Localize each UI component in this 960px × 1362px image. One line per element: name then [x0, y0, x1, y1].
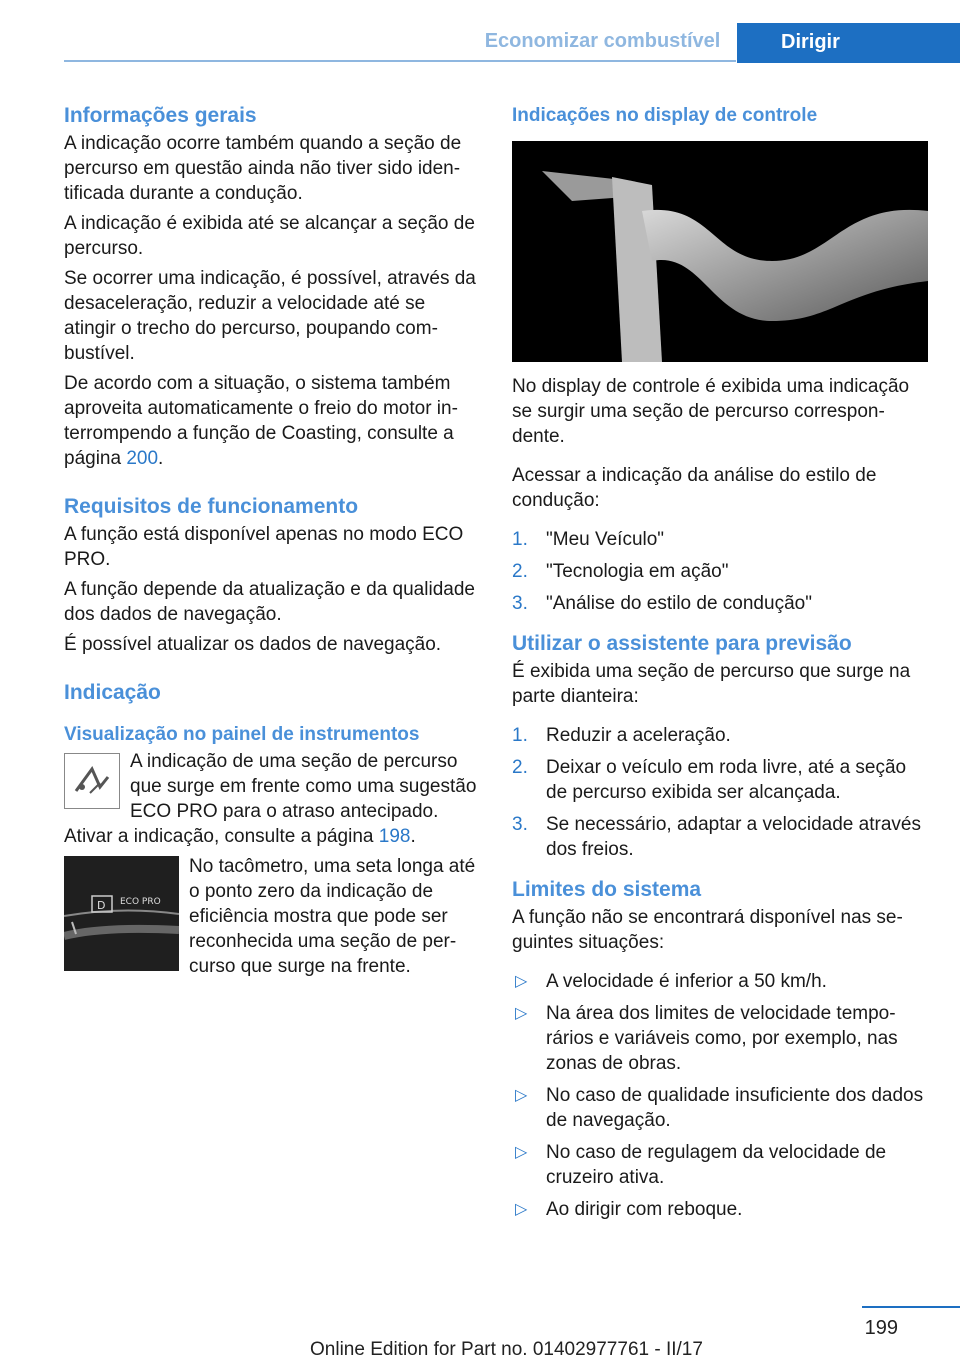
list-item: ▷ Ao dirigir com reboque.	[515, 1199, 743, 1220]
paragraph: A função está disponível apenas no modo ECO PRO.	[64, 524, 464, 570]
heading-assistente-previsao: Utilizar o assistente para previsão	[512, 632, 852, 655]
subheading-painel-instrumentos: Visualização no painel de instrumentos	[64, 724, 420, 745]
page-link-200[interactable]: 200	[126, 448, 159, 469]
right-column	[512, 102, 928, 1229]
paragraph: É exibida uma seção de percurso que surge na parte dianteira:	[512, 661, 911, 707]
header-rule	[64, 60, 736, 62]
steps-list-analise	[512, 527, 928, 616]
tach-eco-pro-label: ECO PRO	[120, 897, 161, 907]
heading-requisitos: Requisitos de funcionamento	[64, 495, 359, 518]
left-column	[64, 102, 480, 984]
paragraph: A função depende da atualização e da qualidade dos dados de navegação.	[64, 579, 475, 625]
bullet-triangle-icon: ▷	[515, 1201, 528, 1218]
tach-d-label: D	[97, 899, 106, 912]
paragraph: A indicação ocorre também quando a seção de percurso em questão ainda não tiver sido identificada durante a condução.	[64, 133, 462, 204]
heading-informacoes-gerais: Informações gerais	[64, 104, 257, 127]
list-item: ▷ No caso de qualidade insuficiente dos dados de navegação.	[515, 1085, 924, 1131]
list-item: ▷ A velocidade é inferior a 50 km/h.	[515, 971, 827, 992]
paragraph: Se ocorrer uma indicação, é possível, através da desaceleração, reduzir a velocidade até se atingir o trecho do percurso, poupando combustível.	[64, 268, 476, 364]
paragraph: A indicação de uma seção de percurso que surge em frente como uma sugestão ECO PRO para o atraso antecipado. Ativar a indicação, consulte a página 198.	[64, 751, 477, 847]
steps-list-assistente	[512, 723, 928, 862]
list-item: 1. Reduzir a aceleração.	[512, 725, 731, 746]
list-item: 2. Deixar o veículo em roda livre, até a seção de percurso exibida ser alcançada.	[512, 757, 907, 803]
bullet-triangle-icon: ▷	[515, 1144, 528, 1161]
list-item: 3. "Análise do estilo de condução"	[512, 593, 812, 614]
tachometer-eco-pro-image	[64, 856, 179, 971]
list-item: 1. "Meu Veículo"	[512, 529, 665, 550]
page-link-198[interactable]: 198	[378, 826, 411, 847]
paragraph: A indicação é exibida até se alcançar a seção de percurso.	[64, 213, 475, 259]
list-item: 2. "Tecnologia em ação"	[512, 561, 729, 582]
paragraph: No tacômetro, uma seta longa até o ponto zero da indicação de eficiência mostra que pode ser reconhecida uma seção de percurso que surge na frente.	[189, 856, 476, 977]
paragraph: No display de controle é exibida uma indicação se surgir uma seção de percurso correspondente.	[512, 376, 910, 447]
footer-rule	[862, 1306, 960, 1308]
page-header	[0, 0, 960, 62]
bullet-triangle-icon: ▷	[515, 1005, 528, 1022]
heading-limites-sistema: Limites do sistema	[512, 878, 702, 901]
header-section-title: Economizar combustível	[484, 30, 721, 52]
footer-edition: Online Edition for Part no. 01402977761 - II/17	[310, 1339, 703, 1360]
paragraph: De acordo com a situação, o sistema também aproveita automaticamente o freio do motor interrompendo a função de Coasting, consulte a página 200.	[64, 373, 458, 469]
list-item: ▷ Na área dos limites de velocidade temporários e variáveis como, por exemplo, nas zonas de obras.	[515, 1003, 898, 1074]
paragraph: Acessar a indicação da análise do estilo de condução:	[512, 465, 877, 511]
paragraph: A função não se encontrará disponível nas seguintes situações:	[512, 907, 903, 953]
page-number: 199	[864, 1317, 898, 1339]
heading-indicacao: Indicação	[64, 681, 161, 704]
list-item: ▷ No caso de regulagem da velocidade de cruzeiro ativa.	[515, 1142, 887, 1188]
bullet-triangle-icon: ▷	[515, 1087, 528, 1104]
eco-pro-road-icon	[64, 753, 120, 809]
paragraph: É possível atualizar os dados de navegação.	[64, 634, 442, 655]
limits-bullet-list	[512, 969, 928, 1222]
control-display-road-image	[512, 141, 928, 362]
header-chapter-tab: Dirigir	[737, 23, 960, 63]
heading-display-controle: Indicações no display de controle	[512, 105, 818, 126]
bullet-triangle-icon: ▷	[515, 973, 528, 990]
list-item: 3. Se necessário, adaptar a velocidade através dos freios.	[512, 814, 921, 860]
